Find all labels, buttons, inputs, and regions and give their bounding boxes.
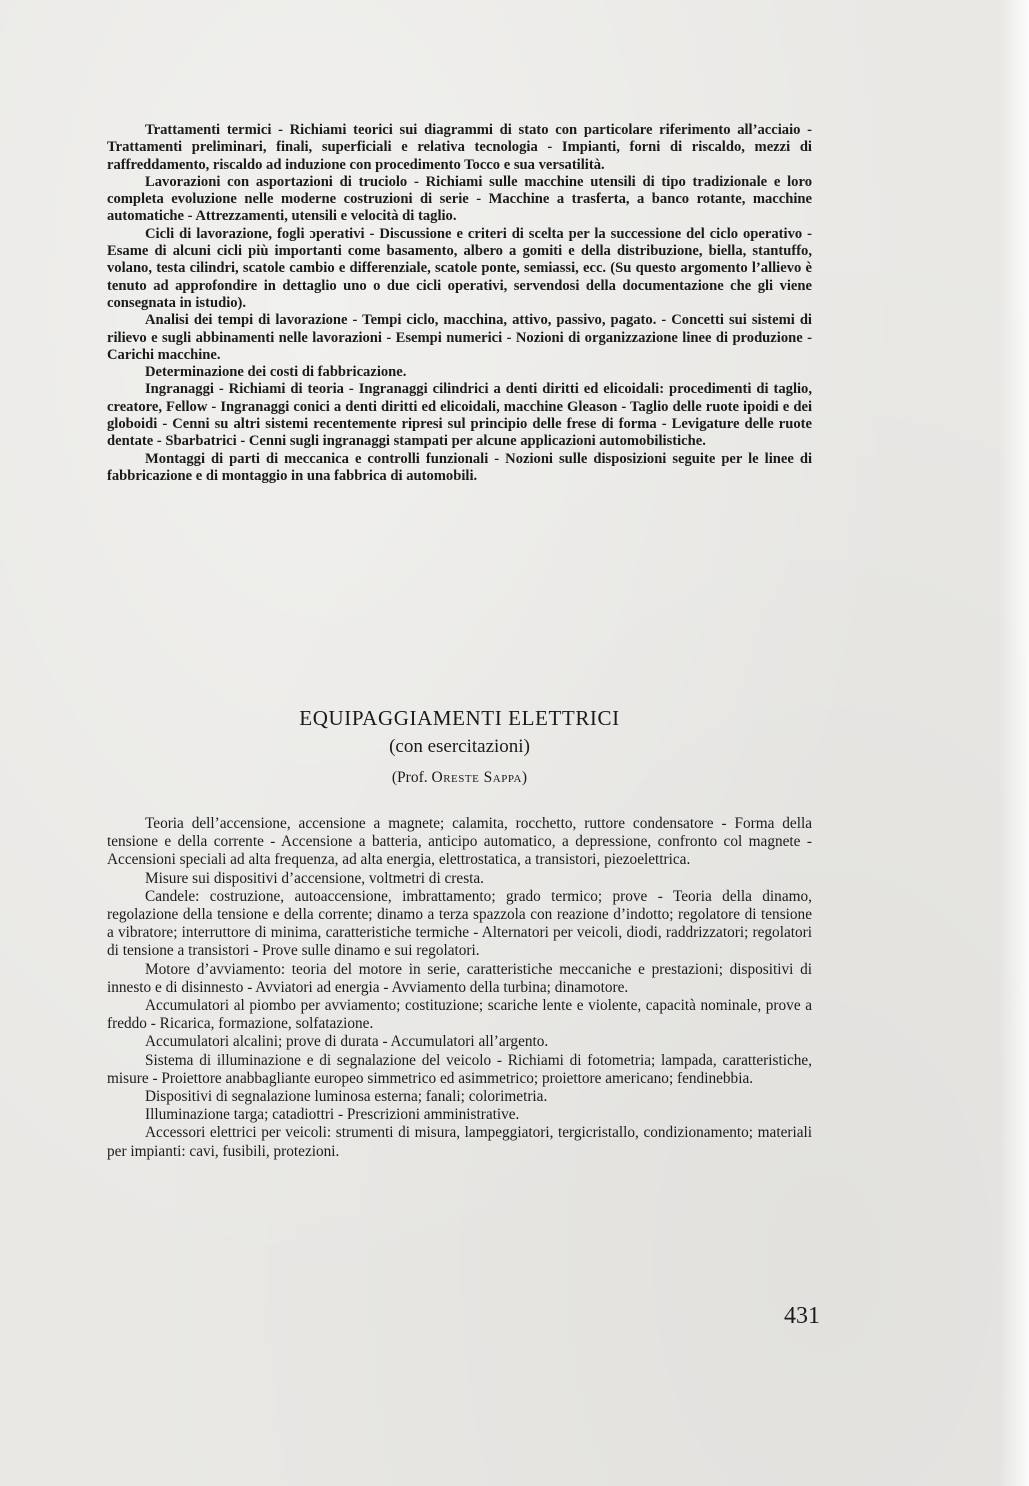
paragraph-motore-avviamento: Motore d’avviamento: teoria del motore in serie, caratteristiche meccaniche e prestazioni; dispositivi di innesto e di disinnesto - Avviatori ad energia - Avviamento della turbina; dinamotore. — [107, 960, 812, 996]
paragraph-montaggi: Montaggi di parti di meccanica e controlli funzionali - Nozioni sulle disposizioni seguite per le linee di fabbricazione e di montaggio in una fabbrica di automobili. — [107, 450, 812, 484]
paragraph-ingranaggi: Ingranaggi - Richiami di teoria - Ingranaggi cilindrici a denti diritti ed elicoidali: procedimenti di taglio, creatore, Fellow - Ingranaggi conici a denti diritti ed elicoidali, macchine Gleason - Taglio delle ruote ipoidi e dei globoidi - Cenni su altri sistemi recentemente ripresi sul principio delle frese di forma - Levigature delle ruote dentate - Sbarbatrici - Cenni sugli ingranaggi stampati per alcune applicazioni automobilistiche. — [107, 381, 812, 450]
page-edge-shading — [999, 0, 1029, 1486]
paragraph-accumulatori-piombo: Accumulatori al piombo per avviamento; costituzione; scariche lente e violente, capacità nominale, prove a freddo - Ricarica, formazione, solfatazione. — [107, 997, 812, 1033]
course-description-top — [107, 122, 812, 485]
author-suffix: ) — [521, 769, 528, 786]
paragraph-costi: Determinazione dei costi di fabbricazione. — [145, 364, 407, 381]
author-prefix: (Prof. — [391, 769, 432, 786]
paragraph-analisi-tempi: Analisi dei tempi di lavorazione - Tempi ciclo, macchina, attivo, passivo, pagato. - Concetti sui sistemi di rilievo e sugli abbinamenti nelle lavorazioni - Esempi numerici - Nozioni di organizzazione linee di produzione - Carichi macchine. — [107, 312, 812, 363]
paragraph-misure-accensione: Misure sui dispositivi d’accensione, voltmetri di cresta. — [145, 869, 485, 887]
paragraph-candele: Candele: costruzione, autoaccensione, imbrattamento; grado termico; prove - Teoria della dinamo, regolazione della tensione e della corrente; dinamo a terza spazzola con reazione d’indotto; regolatore di tensione a vibratore; interruttore di minima, caratteristiche termiche - Alternatori per veicoli, diodi, raddrizzatori; regolatori di tensione a transistori - Prove sulle dinamo e sui regolatori. — [107, 887, 812, 960]
author-name: Oreste Sappa — [431, 769, 522, 786]
paragraph-trattamenti-termici: Trattamenti termici - Richiami teorici sui diagrammi di stato con particolare riferimento all’acciaio - Trattamenti preliminari, finali, superficiali e relativa tecnologia - Impianti, forni di riscaldo, mezzi di raffreddamento, riscaldo ad induzione con procedimento Tocco e sua versatilità. — [107, 122, 812, 173]
paragraph-segnalazione: Dispositivi di segnalazione luminosa esterna; fanali; colorimetria. — [145, 1088, 548, 1106]
paragraph-cicli-lavorazione: Cicli di lavorazione, fogli ɔperativi - Discussione e criteri di scelta per la successione del ciclo operativo - Esame di alcuni cicli più importanti come basamento, albero a gomiti e della distribuzione, biella, stantuffo, volano, testa cilindri, scatole cambio e differenziale, scatole ponte, semiassi, ecc. (Su questo argomento l’allievo è tenuto ad approfondire in dettaglio uno o due cicli operativi, servendosi della documentazione che gli viene consegnata in istudio). — [107, 225, 812, 311]
section-subtitle: (con esercitazioni) — [389, 736, 530, 757]
paragraph-accessori: Accessori elettrici per veicoli: strumenti di misura, lampeggiatori, tergicristallo, condizionamento; materiali per impianti: cavi, fusibili, protezioni. — [107, 1124, 812, 1160]
page-number: 431 — [784, 1303, 820, 1329]
paragraph-targa: Illuminazione targa; catadiottri - Prescrizioni amministrative. — [145, 1106, 520, 1124]
section-title: EQUIPAGGIAMENTI ELETTRICI — [299, 706, 620, 730]
paragraph-accensione: Teoria dell’accensione, accensione a magnete; calamita, rocchetto, ruttore condensatore - Forma della tensione e della corrente - Accensione a batteria, anticipo automatico, a depressione, confronto col magnete - Accensioni speciali ad alta frequenza, ad alta energia, elettrostatica, a transistori, piezoelettrica. — [107, 815, 812, 869]
course-description-bottom — [107, 815, 812, 1161]
section-author — [107, 768, 812, 788]
paragraph-illuminazione: Sistema di illuminazione e di segnalazione del veicolo - Richiami di fotometria; lampada, caratteristiche, misure - Proiettore anabbagliante europeo simmetrico ed asimmetrico; proiettore americano; fendinebbia. — [107, 1051, 812, 1087]
paragraph-lavorazioni: Lavorazioni con asportazioni di truciolo - Richiami sulle macchine utensili di tipo tradizionale e loro completa evoluzione nelle moderne costruzioni di serie - Macchine a trasferta, a banco rotante, macchine automatiche - Attrezzamenti, utensili e velocità di taglio. — [107, 173, 812, 225]
paragraph-accumulatori-alcalini: Accumulatori alcalini; prove di durata - Accumulatori all’argento. — [145, 1033, 549, 1051]
